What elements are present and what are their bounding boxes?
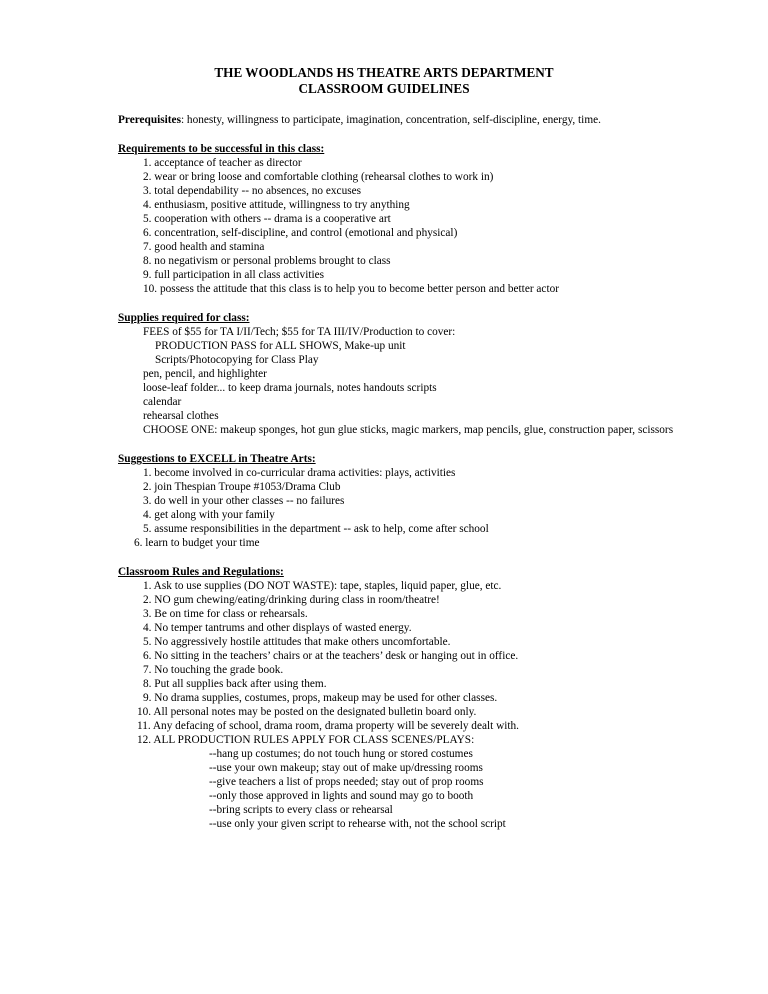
list-item: 6. No sitting in the teachers’ chairs or at the teachers’ desk or hanging out in office. — [143, 650, 519, 662]
production-rule: --bring scripts to every class or rehearsal — [209, 804, 393, 816]
rules-heading: Classroom Rules and Regulations: — [118, 566, 284, 578]
list-item: 2. NO gum chewing/eating/drinking during class in room/theatre! — [143, 594, 440, 606]
list-item: 6. concentration, self-discipline, and control (emotional and physical) — [143, 227, 458, 239]
list-item: 8. Put all supplies back after using them. — [143, 678, 327, 690]
production-rule: --give teachers a list of props needed; stay out of prop rooms — [209, 776, 484, 788]
list-item: 11. Any defacing of school, drama room, drama property will be severely dealt with. — [137, 720, 519, 732]
fee-item: PRODUCTION PASS for ALL SHOWS, Make-up unit — [155, 340, 406, 352]
list-item: 5. No aggressively hostile attitudes that make others uncomfortable. — [143, 636, 451, 648]
list-item: 3. total dependability -- no absences, no excuses — [143, 185, 362, 197]
production-rule: --use only your given script to rehearse with, not the school script — [209, 818, 506, 830]
list-item: 7. good health and stamina — [143, 241, 265, 253]
list-item: 9. No drama supplies, costumes, props, makeup may be used for other classes. — [143, 692, 498, 704]
document-title: THE WOODLANDS HS THEATRE ARTS DEPARTMENT — [214, 65, 554, 80]
prerequisites-text: : honesty, willingness to participate, imagination, concentration, self-discipline, energy, time. — [180, 114, 601, 126]
list-item: 2. join Thespian Troupe #1053/Drama Club — [143, 481, 341, 493]
list-item: 9. full participation in all class activities — [143, 269, 325, 281]
production-rule: --use your own makeup; stay out of make up/dressing rooms — [209, 762, 483, 774]
supplies-heading: Supplies required for class: — [118, 312, 250, 324]
prerequisites-line — [118, 113, 601, 127]
supply-item: CHOOSE ONE: makeup sponges, hot gun glue sticks, magic markers, map pencils, glue, construction paper, scissors — [143, 424, 674, 436]
document-subtitle: CLASSROOM GUIDELINES — [298, 81, 470, 96]
supply-item: rehearsal clothes — [143, 410, 219, 422]
list-item: 10. possess the attitude that this class is to help you to become better person and better actor — [143, 283, 559, 295]
list-item: 3. Be on time for class or rehearsals. — [143, 608, 308, 620]
supply-item: pen, pencil, and highlighter — [143, 368, 267, 380]
list-item: 1. become involved in co-curricular drama activities: plays, activities — [143, 467, 456, 479]
list-item: 4. enthusiasm, positive attitude, willingness to try anything — [143, 199, 410, 211]
production-rule: --only those approved in lights and sound may go to booth — [209, 790, 474, 802]
list-item: 12. ALL PRODUCTION RULES APPLY FOR CLASS SCENES/PLAYS: — [137, 734, 475, 746]
fee-item: Scripts/Photocopying for Class Play — [155, 354, 319, 366]
list-item: 10. All personal notes may be posted on the designated bulletin board only. — [137, 706, 477, 718]
list-item: 1. Ask to use supplies (DO NOT WASTE): tape, staples, liquid paper, glue, etc. — [143, 580, 502, 592]
prerequisites-label: Prerequisites — [118, 114, 181, 126]
supplies-fees: FEES of $55 for TA I/II/Tech; $55 for TA III/IV/Production to cover: — [143, 326, 456, 338]
list-item: 8. no negativism or personal problems brought to class — [143, 255, 391, 267]
suggestions-heading: Suggestions to EXCELL in Theatre Arts: — [118, 453, 316, 465]
requirements-heading: Requirements to be successful in this class: — [118, 143, 325, 155]
list-item: 2. wear or bring loose and comfortable clothing (rehearsal clothes to work in) — [143, 171, 494, 183]
list-item: 1. acceptance of teacher as director — [143, 157, 302, 169]
supply-item: loose-leaf folder... to keep drama journals, notes handouts scripts — [143, 382, 437, 394]
list-item: 6. learn to budget your time — [134, 537, 260, 549]
list-item: 4. No temper tantrums and other displays of wasted energy. — [143, 622, 412, 634]
supply-item: calendar — [143, 396, 182, 408]
list-item: 5. assume responsibilities in the department -- ask to help, come after school — [143, 523, 489, 535]
list-item: 4. get along with your family — [143, 509, 275, 521]
list-item: 5. cooperation with others -- drama is a cooperative art — [143, 213, 391, 225]
production-rule: --hang up costumes; do not touch hung or stored costumes — [209, 748, 473, 760]
list-item: 3. do well in your other classes -- no failures — [143, 495, 345, 507]
list-item: 7. No touching the grade book. — [143, 664, 284, 676]
